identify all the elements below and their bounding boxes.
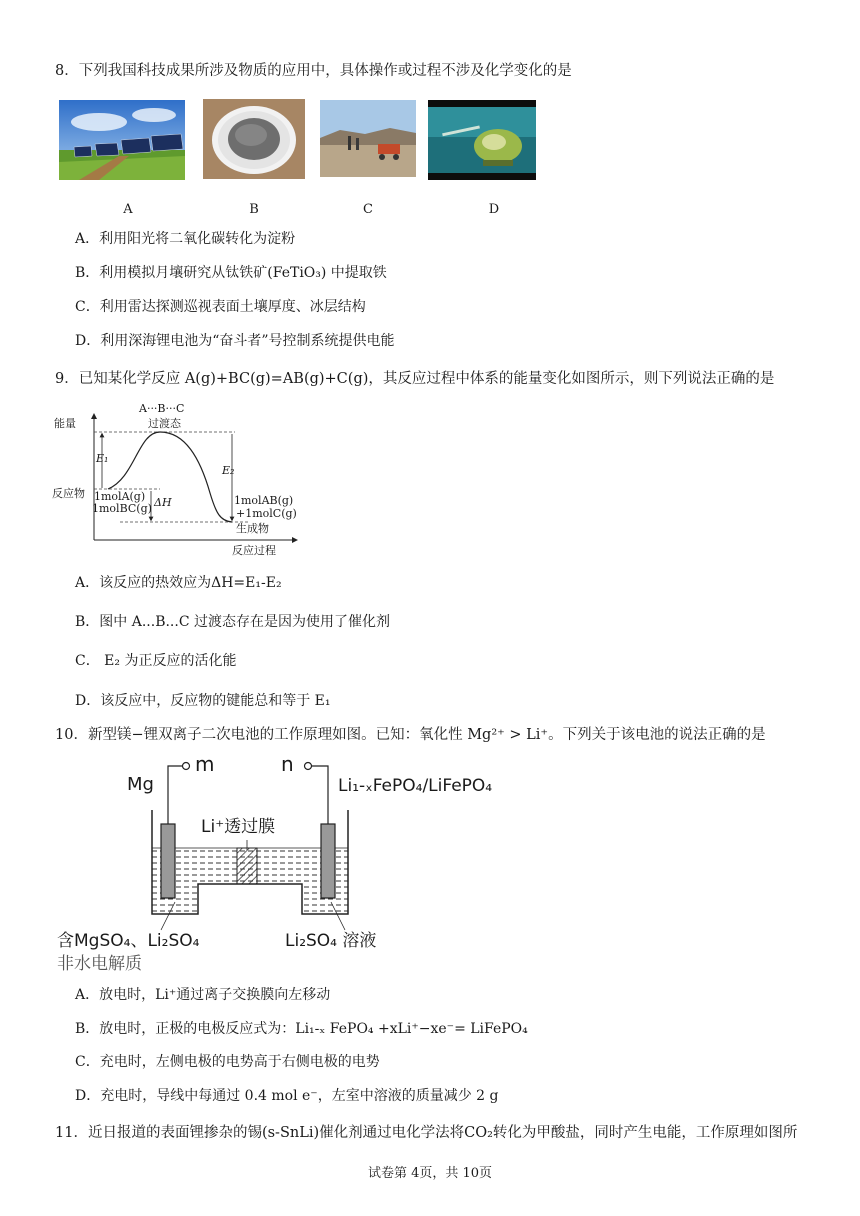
q9-option-b[interactable]: B．图中 A...B...C 过渡态存在是因为使用了催化剂 [75,614,390,630]
q8-option-a[interactable]: A．利用阳光将二氧化碳转化为淀粉 [75,231,296,247]
page-footer: 试卷第 4页，共 10页 [367,1166,493,1181]
q10-terminal-m: m [195,752,215,776]
q10-left-solution: 含MgSO₄、Li₂SO₄ [57,931,200,951]
q10-option-a[interactable]: A．放电时，Li⁺通过离子交换膜向左移动 [75,987,331,1003]
q9-ts-label: 过渡态 [148,417,181,430]
q10-right-solution: Li₂SO₄ 溶液 [285,931,377,951]
q10-right-electrode-label: Li₁-ₓFePO₄/LiFePO₄ [338,776,493,796]
q8-caption-d: D [488,202,500,217]
q9-option-d[interactable]: D．该反应中，反应物的键能总和等于 E₁ [75,693,331,709]
q8-image-c-rover [320,100,416,177]
q9-reactant-label: 反应物 [52,487,85,500]
q10-membrane-label: Li⁺透过膜 [201,817,276,837]
q10-option-b[interactable]: B．放电时，正极的电极反应式为：Li₁-ₓ FePO₄ +xLi⁺−xe⁻= LiFePO₄ [75,1021,528,1037]
q11-stem: 11．近日报道的表面锂掺杂的锡(s-SnLi)催化剂通过电化学法将CO₂转化为甲酸盐，同时产生电能，工作原理如图所 [55,1125,798,1141]
q9-product-2: +1molC(g) [236,507,297,520]
q9-reactant-1: 1molA(g) [94,490,146,503]
q8-caption-a: A [123,202,133,217]
q10-option-d[interactable]: D．充电时，导线中每通过 0.4 mol e⁻，左室中溶液的质量减少 2 g [75,1088,499,1104]
q8-stem: 8．下列我国科技成果所涉及物质的应用中，具体操作或过程不涉及化学变化的是 [55,63,572,79]
q9-stem: 9．已知某化学反应 A(g)+BC(g)=AB(g)+C(g)，其反应过程中体系的能量变化如图所示，则下列说法正确的是 [55,371,775,387]
q8-caption-b: B [249,202,259,217]
q8-caption-c: C [363,202,373,217]
q8-image-a-solar-panels [59,100,185,180]
q8-option-b[interactable]: B．利用模拟月壤研究从钛铁矿(FeTiO₃) 中提取铁 [75,265,387,281]
q8-image-d-submersible [428,100,536,180]
q10-stem: 10．新型镁−锂双离子二次电池的工作原理如图。已知：氧化性 Mg²⁺ > Li⁺。下列关于该电池的说法正确的是 [55,727,766,743]
q10-left-solution-2: 非水电解质 [57,954,142,974]
q10-battery-diagram [55,752,505,974]
q9-option-a[interactable]: A．该反应的热效应为ΔH=E₁-E₂ [75,575,282,591]
q9-product-label: 生成物 [236,522,269,535]
q10-option-c[interactable]: C．充电时，左侧电极的电势高于右侧电极的电势 [75,1054,380,1070]
q9-x-axis-label: 反应过程 [232,544,276,557]
q8-option-c[interactable]: C．利用雷达探测巡视表面土壤厚度、冰层结构 [75,299,366,315]
q9-e1: E₁ [96,452,109,465]
q9-e2: E₂ [222,464,235,477]
q10-terminal-n: n [281,752,294,776]
q9-y-axis-label: 能量 [54,417,76,430]
q10-mg-label: Mg [127,774,154,795]
q9-reactant-2: 1molBC(g) [92,502,152,515]
q8-option-d[interactable]: D．利用深海锂电池为“奋斗者”号控制系统提供电能 [75,333,395,349]
q9-energy-diagram [50,398,310,560]
q9-product-1: 1molAB(g) [234,494,294,507]
q9-ts-top: A···B···C [139,402,185,415]
q9-option-c[interactable]: C． E₂ 为正反应的活化能 [75,653,237,669]
q9-delta-h: ΔH [154,496,172,509]
q8-image-b-powder [203,99,305,179]
